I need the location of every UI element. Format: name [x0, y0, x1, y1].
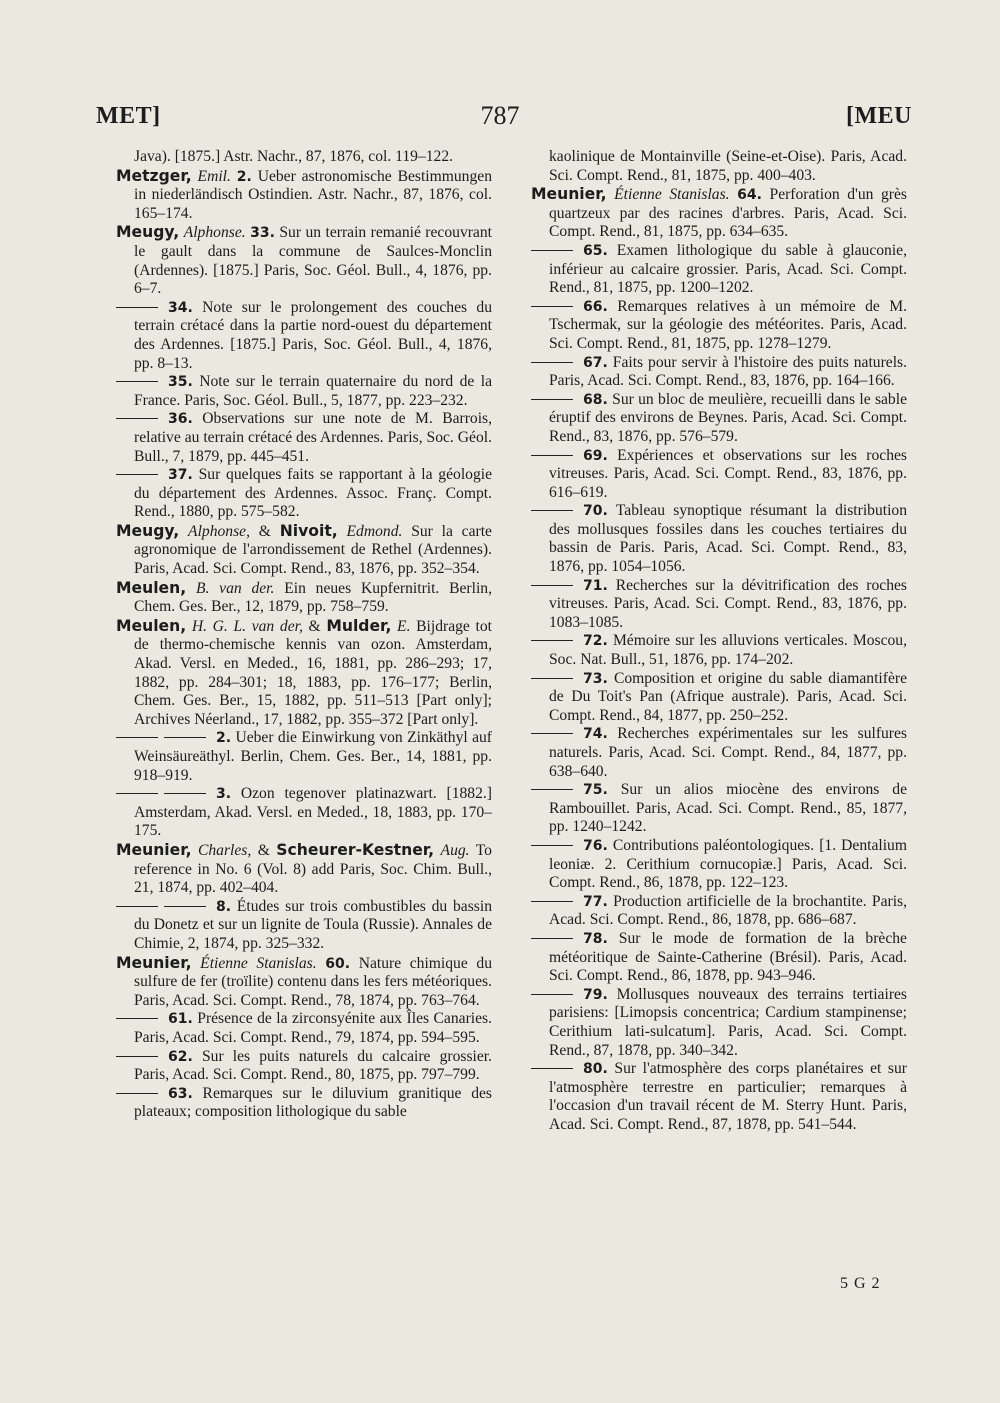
entry-text: Production artificielle de la brochantite. Paris, Acad. Sci. Compt. Rend., 86, 1878, pp. 686–687.: [549, 892, 907, 929]
author-surname: Meugy,: [116, 223, 180, 242]
author-conjunction: &: [308, 617, 321, 635]
entry-number: 67.: [583, 354, 608, 371]
author-surname: Metzger,: [116, 166, 192, 185]
ditto-dash: [531, 994, 573, 995]
entry-number: 36.: [168, 411, 193, 428]
entry-number: 72.: [583, 633, 608, 650]
ditto-dash: [116, 793, 158, 794]
ditto-dash: [531, 399, 573, 400]
coauthor-surname: Scheurer-Kestner,: [276, 840, 435, 859]
entry-text: Recherches expérimentales sur les sulfures naturels. Paris, Acad. Sci. Compt. Rend., 84, 1877, pp. 638–640.: [549, 725, 907, 780]
entry-number: 63.: [168, 1085, 193, 1102]
entry-text: Présence de la zirconsyénite aux Îles Canaries. Paris, Acad. Sci. Compt. Rend., 79, 1874, pp. 594–595.: [134, 1010, 492, 1046]
entry-text: Remarques sur le diluvium granitique des plateaux; composition lithologique du sable: [134, 1084, 492, 1121]
ditto-dash: [531, 640, 573, 641]
bibliography-entry: [116, 579, 492, 617]
bibliography-entry: [531, 781, 907, 837]
ditto-dash: [116, 1093, 158, 1094]
entry-text: Sur quelques faits se rapportant à la géologie du département des Ardennes. Assoc. Franç. Compt. Rend., 1880, pp. 575–582.: [134, 466, 492, 521]
ditto-dash: [116, 418, 158, 419]
bibliography-entry: [531, 148, 907, 185]
ditto-dash: [531, 678, 573, 679]
entry-text: Remarques relatives à un mémoire de M. Tschermak, sur la géologie des météorites. Paris, Acad. Sci. Compt. Rend., 81, 1875, pp. 1278–1279.: [549, 297, 907, 352]
author-surname: Meunier,: [116, 953, 192, 972]
bibliography-entry: [116, 1010, 492, 1047]
entry-text: Sur l'atmosphère des corps planétaires et sur l'atmosphère terrestre en particulier; remarques à l'occasion d'un travail récent de M. Sterry Hunt. Paris, Acad. Sci. Compt. Rend., 87, 1878, pp. 541–544.: [549, 1060, 907, 1133]
author-given-name: Charles,: [197, 841, 252, 859]
entry-text: Sur un terrain remanié recouvrant le gault dans la commune de Saulces-Monclin (Ardennes). [1875.] Paris, Soc. Géol. Bull., 4, 1876, pp. 6–7.: [134, 224, 492, 298]
ditto-dash: [164, 737, 206, 738]
running-head-right: [MEU: [846, 103, 912, 129]
ditto-dash: [531, 938, 573, 939]
ditto-dash: [116, 737, 158, 738]
ditto-dash: [531, 510, 573, 511]
entry-text: Java). [1875.] Astr. Nachr., 87, 1876, col. 119–122.: [134, 148, 454, 165]
bibliography-entry: [531, 298, 907, 354]
coauthor-surname: Nivoit,: [279, 521, 338, 540]
ditto-dash: [531, 789, 573, 790]
entry-text: Sur le mode de formation de la brèche météoritique de Sainte-Catherine (Brésil). Paris, Acad. Sci. Compt. Rend., 86, 1878, pp. 943–946.: [549, 929, 907, 985]
entry-text: Examen lithologique du sable à glauconie, inférieur au calcaire grossier. Paris, Acad. Sci. Compt. Rend., 81, 1875, pp. 1200–1202.: [549, 241, 907, 297]
entry-number: 69.: [583, 447, 608, 464]
bibliography-entry: [116, 729, 492, 785]
entry-text: Ueber astronomische Bestimmungen in niederländisch Ostindien. Astr. Nachr., 87, 1876, col. 165–174.: [134, 167, 492, 222]
entry-number: 68.: [583, 391, 608, 408]
entry-text: kaolinique de Montainville (Seine-et-Oise). Paris, Acad. Sci. Compt. Rend., 81, 1875, pp. 400–403.: [549, 148, 907, 184]
left-column: [116, 148, 492, 1122]
entry-text: Ozon tegenover platinazwart. [1882.] Amsterdam, Akad. Versl. en Meded., 18, 1883, pp. 170–175.: [134, 785, 492, 840]
bibliography-entry: [531, 502, 907, 576]
bibliography-entry: [116, 617, 492, 730]
entry-text: Perforation d'un grès quartzeux par des racines d'arbres. Paris, Acad. Sci. Compt. Rend., 81, 1875, pp. 634–635.: [549, 186, 907, 241]
entry-number: 2.: [236, 168, 252, 185]
ditto-dash: [531, 250, 573, 251]
entry-number: 65.: [583, 242, 608, 259]
entry-text: Sur les puits naturels du calcaire grossier. Paris, Acad. Sci. Compt. Rend., 80, 1875, pp. 797–799.: [134, 1047, 492, 1084]
entry-number: 74.: [583, 726, 608, 743]
entry-number: 33.: [250, 225, 275, 242]
bibliography-entry: [116, 522, 492, 579]
entry-number: 61.: [168, 1011, 193, 1028]
bibliography-entry: [531, 632, 907, 669]
author-surname: Meunier,: [116, 840, 192, 859]
entry-text: Contributions paléontologiques. [1. Dentalium leoniæ. 2. Cerithium cornucopiæ.] Paris, Acad. Sci. Compt. Rend., 86, 1878, pp. 122–123.: [549, 836, 907, 892]
entry-text: Expériences et observations sur les roches vitreuses. Paris, Acad. Sci. Compt. Rend., 83, 1876, pp. 616–619.: [549, 446, 907, 501]
entry-number: 8.: [216, 898, 232, 915]
bibliography-entry: [531, 930, 907, 986]
bibliography-entry: [116, 223, 492, 298]
entry-number: 75.: [583, 782, 608, 799]
ditto-dash: [531, 845, 573, 846]
bibliography-entry: [531, 670, 907, 726]
entry-number: 78.: [583, 930, 608, 947]
bibliography-entry: [116, 898, 492, 954]
entry-text: Note sur le prolongement des couches du terrain crétacé dans la partie nord-ouest du département des Ardennes. [1875.] Paris, Soc. Géol. Bull., 4, 1876, pp. 8–13.: [134, 298, 492, 372]
entry-number: 70.: [583, 503, 608, 520]
entry-text: Mollusques nouveaux des terrains tertiaires parisiens: [Limopsis concentrica; Cardium stampinense; Cerithium lati-sulcatum]. Paris, Acad. Sci. Compt. Rend., 87, 1878, pp. 340–342.: [549, 985, 907, 1059]
ditto-dash: [531, 455, 573, 456]
author-surname: Meunier,: [531, 185, 607, 204]
signature-mark: 5 G 2: [840, 1275, 881, 1292]
ditto-dash: [531, 585, 573, 586]
entry-text: Mémoire sur les alluvions verticales. Moscou, Soc. Nat. Bull., 51, 1876, pp. 174–202.: [549, 632, 907, 669]
page-number: 787: [480, 101, 520, 130]
entry-text: Ein neues Kupfernitrit. Berlin, Chem. Ges. Ber., 12, 1879, pp. 758–759.: [134, 579, 492, 616]
bibliography-entry: [531, 837, 907, 893]
entry-number: 35.: [168, 374, 193, 391]
entry-number: 76.: [583, 837, 608, 854]
ditto-dash: [116, 906, 158, 907]
entry-text: Sur un bloc de meulière, recueilli dans le sable éruptif des environs de Beynes. Paris, Acad. Sci. Compt. Rend., 83, 1876, pp. 576–579.: [549, 390, 907, 445]
entry-text: Sur un alios miocène des environs de Rambouillet. Paris, Acad. Sci. Compt. Rend., 85, 1877, pp. 1240–1242.: [549, 781, 907, 836]
ditto-dash: [531, 306, 573, 307]
bibliography-entry: [116, 299, 492, 373]
bibliography-entry: [116, 1048, 492, 1085]
ditto-dash: [531, 901, 573, 902]
ditto-dash: [531, 1068, 573, 1069]
entry-text: Note sur le terrain quaternaire du nord de la France. Paris, Soc. Géol. Bull., 5, 1877, pp. 223–232.: [134, 373, 492, 409]
bibliography-entry: [531, 577, 907, 633]
entry-text: Ueber die Einwirkung von Zinkäthyl auf Weinsäureäthyl. Berlin, Chem. Ges. Ber., 14, 1881, pp. 918–919.: [134, 729, 492, 784]
author-conjunction: &: [257, 841, 270, 859]
ditto-dash: [164, 793, 206, 794]
entry-text: Composition et origine du sable diamantifère de Du Toit's Pan (Afrique australe). Paris, Acad. Sci. Compt. Rend., 84, 1877, pp. 250–252.: [549, 669, 907, 724]
entry-text: Tableau synoptique résumant la distribution des mollusques fossiles dans les couches tertiaires du bassin de Paris. Paris, Acad. Sci. Compt. Rend., 83, 1876, pp. 1054–1056.: [549, 502, 907, 576]
entry-text: Observations sur une note de M. Barrois, relative au terrain crétacé des Ardennes. Paris, Soc. Géol. Bull., 7, 1879, pp. 445–451.: [134, 410, 492, 465]
ditto-dash: [531, 733, 573, 734]
bibliography-entry: [116, 1085, 492, 1122]
bibliography-entry: [531, 447, 907, 503]
coauthor-given-name: Aug.: [440, 841, 470, 859]
author-given-name: Emil.: [197, 167, 231, 185]
bibliography-entry: [531, 893, 907, 930]
author-given-name: B. van der.: [195, 579, 275, 597]
author-surname: Meulen,: [116, 616, 187, 635]
running-head-left: MET]: [96, 103, 161, 129]
author-surname: Meulen,: [116, 578, 187, 597]
bibliography-entry: [116, 954, 492, 1011]
bibliography-entry: [531, 1060, 907, 1134]
bibliography-entry: [116, 785, 492, 841]
entry-number: 80.: [583, 1061, 608, 1078]
entry-number: 3.: [216, 786, 232, 803]
right-column: [531, 148, 907, 1134]
ditto-dash: [116, 307, 158, 308]
entry-number: 73.: [583, 670, 608, 687]
author-given-name: Étienne Stanislas.: [200, 954, 317, 972]
author-given-name: Alphonse.: [183, 224, 246, 242]
ditto-dash: [116, 1018, 158, 1019]
bibliography-entry: [531, 725, 907, 781]
entry-text: Sur la carte agronomique de l'arrondissement de Rethel (Ardennes). Paris, Acad. Sci. Compt. Rend., 83, 1876, pp. 352–354.: [134, 522, 492, 578]
ditto-dash: [116, 381, 158, 382]
entry-text: To reference in No. 6 (Vol. 8) add Paris, Soc. Chim. Bull., 21, 1874, pp. 402–404.: [134, 841, 492, 897]
author-given-name: Étienne Stanislas.: [614, 186, 730, 204]
bibliography-entry: [531, 242, 907, 298]
entry-number: 79.: [583, 986, 608, 1003]
bibliography-entry: [116, 841, 492, 898]
entry-number: 71.: [583, 577, 608, 594]
entry-number: 77.: [583, 893, 608, 910]
author-given-name: Alphonse,: [188, 522, 250, 540]
entry-text: Recherches sur la dévitrification des roches vitreuses. Paris, Acad. Sci. Compt. Rend., 83, 1876, pp. 1083–1085.: [549, 576, 908, 631]
bibliography-entry: [116, 466, 492, 522]
coauthor-given-name: E.: [397, 617, 411, 635]
author-surname: Meugy,: [116, 521, 180, 540]
bibliography-entry: [116, 410, 492, 466]
author-conjunction: &: [258, 522, 271, 540]
entry-number: 66.: [583, 298, 608, 315]
entry-text: Études sur trois combustibles du bassin du Donetz et sur un lignite de Toula (Russie). Annales de Chimie, 2, 1874, pp. 325–332.: [134, 897, 492, 952]
coauthor-surname: Mulder,: [326, 616, 392, 635]
entry-text: Bijdrage tot de thermo-chemische kennis van ozon. Amsterdam, Akad. Versl. en Meded., 16, 1881, pp. 286–293; 17, 1882, pp. 284–301; 18, 1883, pp. 176–177; Berlin, Chem. Ges. Ber., 15, 1882, pp. 511–513 [Part only]; Archives Néerland., 17, 1882, pp. 355–372 [Part only].: [134, 617, 492, 728]
entry-number: 62.: [168, 1048, 193, 1065]
bibliography-entry: [116, 167, 492, 224]
entry-text: Faits pour servir à l'histoire des puits naturels. Paris, Acad. Sci. Compt. Rend., 83, 1876, pp. 164–166.: [549, 353, 907, 390]
bibliography-entry: [531, 391, 907, 447]
ditto-dash: [116, 1056, 158, 1057]
bibliography-entry: [531, 185, 907, 242]
ditto-dash: [531, 362, 573, 363]
coauthor-given-name: Edmond.: [346, 522, 403, 540]
entry-number: 60.: [325, 955, 351, 972]
ditto-dash: [164, 906, 206, 907]
entry-number: 37.: [168, 467, 193, 484]
entry-number: 34.: [168, 299, 193, 316]
author-given-name: H. G. L. van der,: [191, 617, 303, 635]
bibliography-entry: [116, 148, 492, 167]
bibliography-entry: [116, 373, 492, 410]
entry-number: 64.: [737, 187, 762, 204]
ditto-dash: [116, 474, 158, 475]
bibliography-entry: [531, 354, 907, 391]
entry-text: Nature chimique du sulfure de fer (troïlite) contenu dans les fers météoriques. Paris, Acad. Sci. Compt. Rend., 78, 1874, pp. 763–764.: [134, 954, 492, 1009]
bibliography-entry: [531, 986, 907, 1060]
entry-number: 2.: [216, 730, 232, 747]
